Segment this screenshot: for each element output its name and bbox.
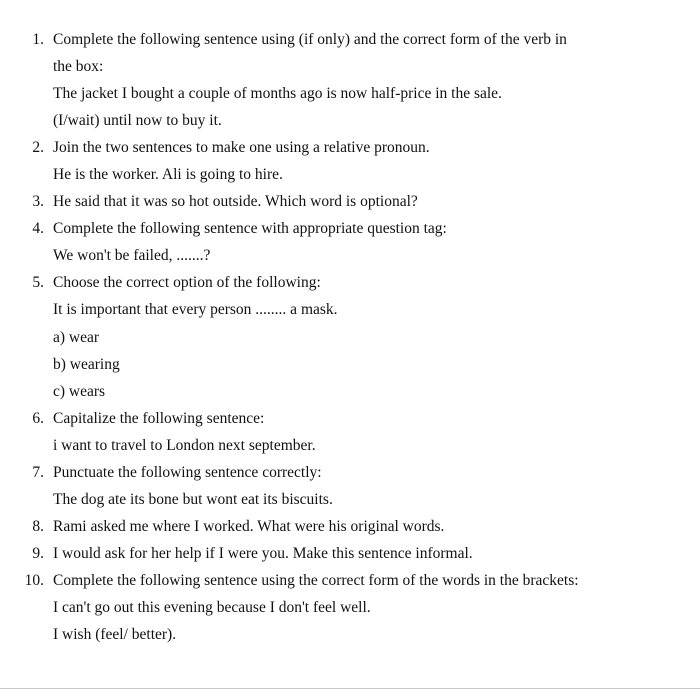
question-text: He said that it was so hot outside. Which word is optional? <box>53 193 418 210</box>
question-text: the box: <box>53 58 104 75</box>
question-text: Complete the following sentence using the correct form of the words in the brackets: <box>53 572 579 589</box>
question-text: I wish (feel/ better). <box>53 626 177 643</box>
question-number: 8. <box>32 518 44 535</box>
question-text: Join the two sentences to make one using a relative pronoun. <box>53 139 430 156</box>
question-number: 2. <box>32 139 44 156</box>
question-number: 3. <box>32 193 44 210</box>
question-number: 10. <box>24 572 44 589</box>
question-text: I would ask for her help if I were you. Make this sentence informal. <box>53 545 473 562</box>
page-bottom-divider <box>0 688 700 689</box>
question-text: Capitalize the following sentence: <box>53 410 265 427</box>
question-text: Choose the correct option of the following: <box>53 274 321 291</box>
question-text: Complete the following sentence using (if only) and the correct form of the verb in <box>53 31 567 48</box>
question-text: i want to travel to London next september. <box>53 437 316 454</box>
question-text: The dog ate its bone but wont eat its biscuits. <box>53 491 333 508</box>
answer-option: c) wears <box>53 383 106 400</box>
question-number: 1. <box>32 31 44 48</box>
question-text: (I/wait) until now to buy it. <box>53 112 222 129</box>
question-text: Rami asked me where I worked. What were his original words. <box>53 518 445 535</box>
question-number: 6. <box>32 410 44 427</box>
question-number: 9. <box>32 545 44 562</box>
question-text: Complete the following sentence with appropriate question tag: <box>53 220 447 237</box>
question-text: Punctuate the following sentence correctly: <box>53 464 322 481</box>
answer-option: a) wear <box>53 329 100 346</box>
question-number: 7. <box>32 464 44 481</box>
question-number: 5. <box>32 274 44 291</box>
question-text: It is important that every person ........ a mask. <box>53 301 338 318</box>
question-text: The jacket I bought a couple of months ago is now half-price in the sale. <box>53 85 502 102</box>
question-text: He is the worker. Ali is going to hire. <box>53 166 283 183</box>
question-text: We won't be failed, .......? <box>53 247 211 264</box>
question-number: 4. <box>32 220 44 237</box>
question-text: I can't go out this evening because I don't feel well. <box>53 599 371 616</box>
answer-option: b) wearing <box>53 356 120 373</box>
